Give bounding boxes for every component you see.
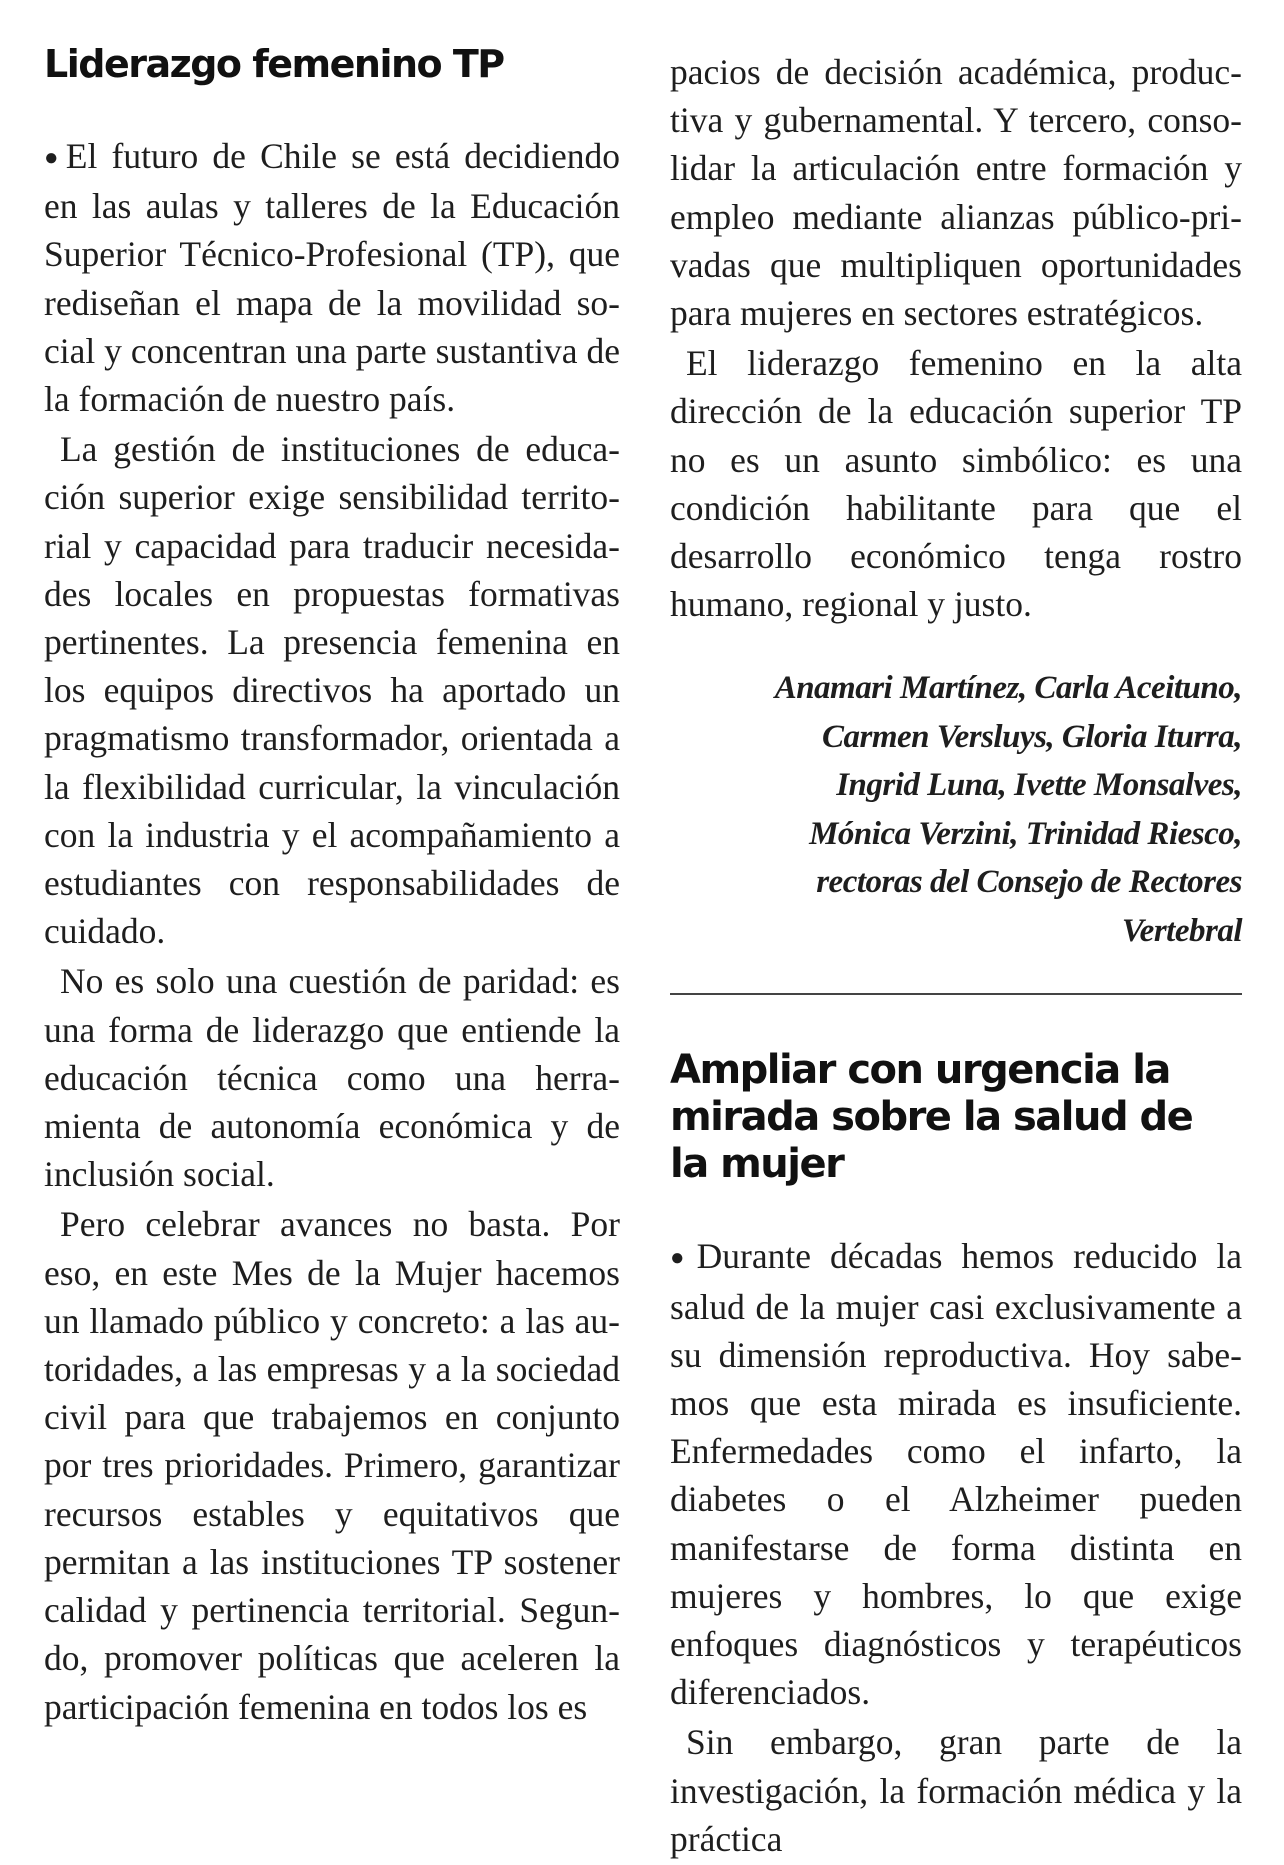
article-paragraph: Sin embargo, gran parte de la investigación, la formación médica y la práctica <box>670 1722 1242 1859</box>
article-paragraph-continued: pacios de decisión académica, productiva y gubernamental. Y tercero, consolidar la articulación entre formación y empleo mediante alianzas público-privadas que multipliquen oportunidades para mujeres en sectores estratégicos. <box>670 52 1242 334</box>
signature-line: Carmen Versluys, Gloria Iturra, <box>821 718 1242 755</box>
article-paragraph: El liderazgo femenino en la alta dirección de la educación superior TP no es un asunto simbólico: es una condición habilitante para que el desarrollo económico tenga rostro humano, regional y justo. <box>670 343 1242 625</box>
bullet-icon: ● <box>670 1245 695 1272</box>
signature-line: Mónica Verzini, Trinidad Riesco, <box>809 815 1242 852</box>
article-signature <box>670 664 1242 955</box>
signature-line: rectoras del Consejo de Rectores <box>816 864 1242 901</box>
signature-line: Anamari Martínez, Carla Aceituno, <box>774 670 1242 707</box>
article-headline: Liderazgo femenino TP <box>44 42 504 86</box>
left-column <box>44 40 620 1733</box>
article-paragraph: Pero celebrar avances no basta. Por eso, en este Mes de la Mujer hacemos un llamado público y concreto: a las autoridades, a las empresas y a la sociedad civil para que trabajemos en conjunto por tres prioridades. Primero, garantizar recursos estables y equitativos que permitan a las instituciones TP sostener calidad y pertinencia territorial. Segundo, promover políticas que aceleren la participación femenina en todos los es <box>44 1204 620 1727</box>
article-paragraph: La gestión de instituciones de educación superior exige sensibilidad territorial y capacidad para traducir necesidades locales en propuestas formativas pertinentes. La presencia femenina en los equipos directivos ha aportado un pragmatismo transformador, orientada a la flexibilidad curricular, la vinculación con la industria y el acompañamiento a estudiantes con responsabilidades de cuidado. <box>44 429 620 952</box>
signature-line: Ingrid Luna, Ivette Monsalves, <box>836 767 1242 804</box>
article-headline: Ampliar con urgencia la mirada sobre la salud de la mujer <box>670 1047 1193 1188</box>
article-paragraph: ●Durante décadas hemos reducido la salud de la mujer casi exclusivamente a su dimensión reproductiva. Hoy sabemos que esta mirada es insuficiente. Enfermedades como el infarto, la diabetes o el Alzheimer pueden manifestarse de forma distinta en mujeres y hombres, lo que exige enfoques diagnósticos y terapéuticos diferenciados. <box>670 1236 1243 1713</box>
signature-line: Vertebral <box>1121 912 1242 949</box>
section-divider <box>670 993 1242 995</box>
bullet-icon: ● <box>44 145 64 171</box>
right-column <box>670 48 1242 1865</box>
article-paragraph: No es solo una cuestión de paridad: es una forma de liderazgo que entiende la educación técnica como una herramienta de autonomía económica y de inclusión social. <box>44 961 620 1195</box>
article-paragraph: ●El futuro de Chile se está decidiendo en las aulas y talleres de la Educación Superior Técnico-Profesional (TP), que rediseñan el mapa de la movilidad social y concentran una parte sustantiva de la formación de nuestro país. <box>44 136 621 420</box>
